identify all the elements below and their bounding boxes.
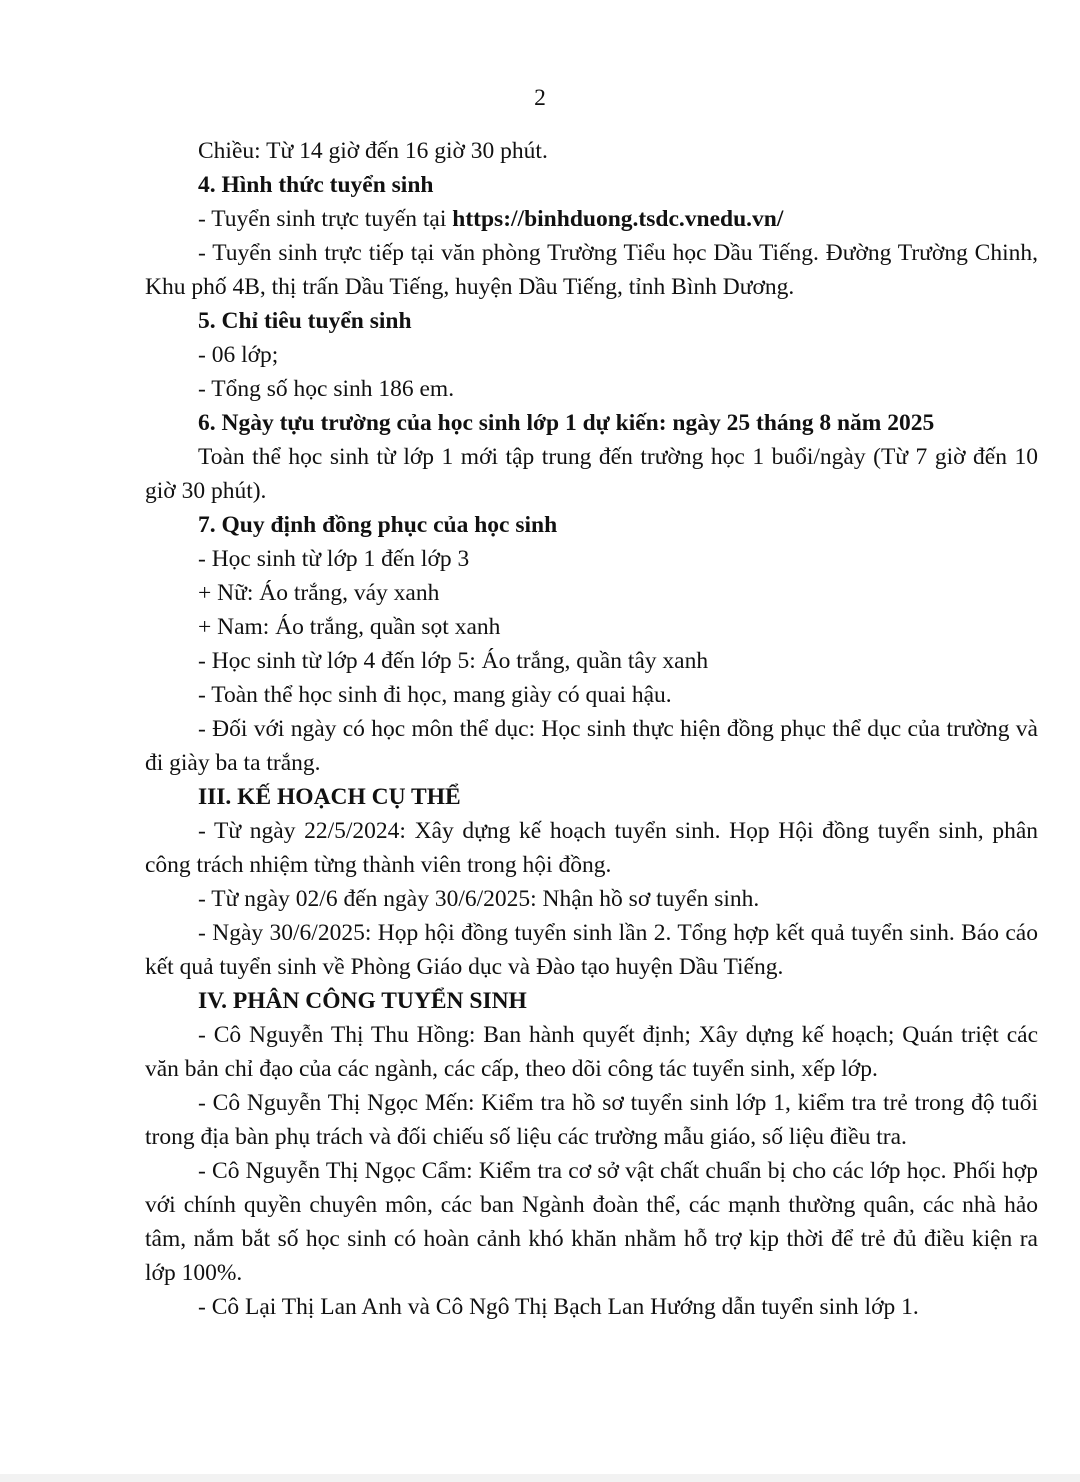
quota-classes-line: - 06 lớp;	[198, 342, 279, 368]
section-iii-heading: III. KẾ HOẠCH CỤ THỂ	[198, 784, 461, 810]
assignment-item-1: - Cô Nguyễn Thị Thu Hồng: Ban hành quyết định; Xây dựng kế hoạch; Quán triệt các văn bản chỉ đạo của các ngành, các cấp, theo dõi công tác tuyển sinh, xếp lớp.	[145, 1022, 1038, 1082]
direct-enrollment-line: - Tuyển sinh trực tiếp tại văn phòng Trường Tiểu học Dầu Tiếng. Đường Trường Chinh, Khu phố 4B, thị trấn Dầu Tiếng, huyện Dầu Tiếng, tỉnh Bình Dương.	[145, 240, 1038, 300]
section-6-heading: 6. Ngày tựu trường của học sinh lớp 1 dự kiến: ngày 25 tháng 8 năm 2025	[198, 410, 935, 436]
uniform-boys-line: + Nam: Áo trắng, quần sọt xanh	[198, 614, 501, 640]
plan-item-1: - Từ ngày 22/5/2024: Xây dựng kế hoạch tuyển sinh. Họp Hội đồng tuyển sinh, phân công trách nhiệm từng thành viên trong hội đồng.	[145, 818, 1038, 878]
enrollment-url: https://binhduong.tsdc.vnedu.vn/	[452, 206, 784, 232]
section-iv-heading: IV. PHÂN CÔNG TUYỂN SINH	[198, 988, 527, 1014]
online-enrollment-text: - Tuyển sinh trực tuyến tại	[198, 206, 453, 232]
section-7-heading: 7. Quy định đồng phục của học sinh	[198, 512, 558, 538]
uniform-grade-4-5-line: - Học sinh từ lớp 4 đến lớp 5: Áo trắng, quần tây xanh	[198, 648, 709, 674]
school-start-line: Toàn thể học sinh từ lớp 1 mới tập trung đến trường học 1 buổi/ngày (Từ 7 giờ đến 10 giờ 30 phút).	[145, 444, 1038, 504]
assignment-item-2: - Cô Nguyễn Thị Ngọc Mến: Kiểm tra hồ sơ tuyển sinh lớp 1, kiểm tra trẻ trong độ tuổi trong địa bàn phụ trách và đối chiếu số liệu các trường mẫu giáo, số liệu điều tra.	[145, 1090, 1038, 1150]
section-5-heading: 5. Chỉ tiêu tuyển sinh	[198, 308, 412, 334]
document-body	[145, 134, 1038, 1324]
assignment-item-4: - Cô Lại Thị Lan Anh và Cô Ngô Thị Bạch Lan Hướng dẫn tuyển sinh lớp 1.	[198, 1294, 919, 1320]
uniform-girls-line: + Nữ: Áo trắng, váy xanh	[198, 580, 440, 606]
uniform-grade-1-3-line: - Học sinh từ lớp 1 đến lớp 3	[198, 546, 470, 572]
plan-item-3: - Ngày 30/6/2025: Họp hội đồng tuyển sinh lần 2. Tổng hợp kết quả tuyển sinh. Báo cáo kết quả tuyển sinh về Phòng Giáo dục và Đào tạo huyện Dầu Tiếng.	[145, 920, 1038, 980]
uniform-pe-line: - Đối với ngày có học môn thể dục: Học sinh thực hiện đồng phục thể dục của trường và đi giày ba ta trắng.	[145, 716, 1038, 776]
online-enrollment-line	[145, 202, 1038, 236]
section-4-heading: 4. Hình thức tuyển sinh	[198, 172, 434, 198]
afternoon-hours-line: Chiều: Từ 14 giờ đến 16 giờ 30 phút.	[198, 138, 548, 164]
page-bottom-edge	[0, 1474, 1080, 1482]
page-number: 2	[534, 85, 546, 111]
uniform-shoes-line: - Toàn thể học sinh đi học, mang giày có quai hậu.	[198, 682, 672, 708]
assignment-item-3: - Cô Nguyễn Thị Ngọc Cẩm: Kiểm tra cơ sở vật chất chuẩn bị cho các lớp học. Phối hợp với chính quyền chuyên môn, các ban Ngành đoàn thể, các mạnh thường quân, các nhà hảo tâm, nắm bắt số học sinh có hoàn cảnh khó khăn nhằm hỗ trợ kịp thời để trẻ đủ điều kiện ra lớp 100%.	[145, 1158, 1038, 1286]
quota-students-line: - Tổng số học sinh 186 em.	[198, 376, 455, 402]
plan-item-2: - Từ ngày 02/6 đến ngày 30/6/2025: Nhận hồ sơ tuyển sinh.	[198, 886, 760, 912]
